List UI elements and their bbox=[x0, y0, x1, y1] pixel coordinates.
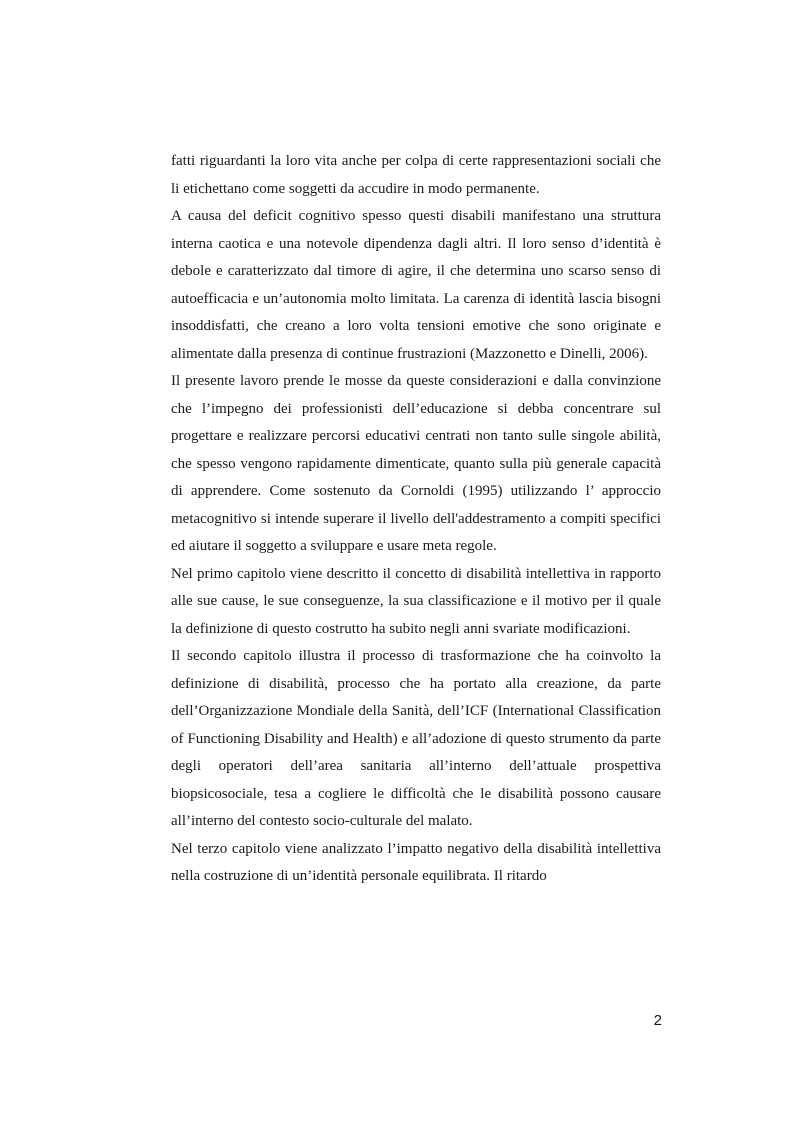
paragraph-3: Il presente lavoro prende le mosse da queste considerazioni e dalla convinzione che l’impegno dei professionisti dell’educazione si debba concentrare sul progettare e realizzare percorsi educativi centrati non tanto sulle singole abilità, che spesso vengono rapidamente dimenticate, quanto sulla più generale capacità di apprendere. Come sostenuto da Cornoldi (1995) utilizzando l’ approccio metacognitivo si intende superare il livello dell'addestramento a compiti specifici ed aiutare il soggetto a sviluppare e usare meta regole. bbox=[171, 373, 661, 554]
paragraph-1: fatti riguardanti la loro vita anche per colpa di certe rappresentazioni sociali che li etichettano come soggetti da accudire in modo permanente. bbox=[171, 153, 661, 197]
paragraph-4: Nel primo capitolo viene descritto il concetto di disabilità intellettiva in rapporto alle sue cause, le sue conseguenze, la sua classificazione e il motivo per il quale la definizione di questo costrutto ha subito negli anni svariate modificazioni. bbox=[171, 565, 661, 637]
page-number: 2 bbox=[653, 1012, 662, 1029]
paragraph-6: Nel terzo capitolo viene analizzato l’impatto negativo della disabilità intellettiva nella costruzione di un’identità personale equilibrata. Il ritardo bbox=[171, 840, 661, 884]
paragraph-5: Il secondo capitolo illustra il processo di trasformazione che ha coinvolto la definizione di disabilità, processo che ha portato alla creazione, da parte dell’Organizzazione Mondiale della Sanità, dell’ICF (International Classification of Functioning Disability and Health) e all’adozione di questo strumento da parte degli operatori dell’area sanitaria all’interno dell’attuale prospettiva biopsicosociale, tesa a cogliere le difficoltà che le disabilità possono causare all’interno del contesto socio-culturale del malato. bbox=[171, 648, 661, 829]
body-text bbox=[171, 148, 661, 891]
paragraph-2: A causa del deficit cognitivo spesso questi disabili manifestano una struttura interna caotica e una notevole dipendenza dagli altri. Il loro senso d’identità è debole e caratterizzato dal timore di agire, il che determina uno scarso senso di autoefficacia e un’autonomia molto limitata. La carenza di identità lascia bisogni insoddisfatti, che creano a loro volta tensioni emotive che sono originate e alimentate dalla presenza di continue frustrazioni (Mazzonetto e Dinelli, 2006). bbox=[171, 208, 661, 362]
